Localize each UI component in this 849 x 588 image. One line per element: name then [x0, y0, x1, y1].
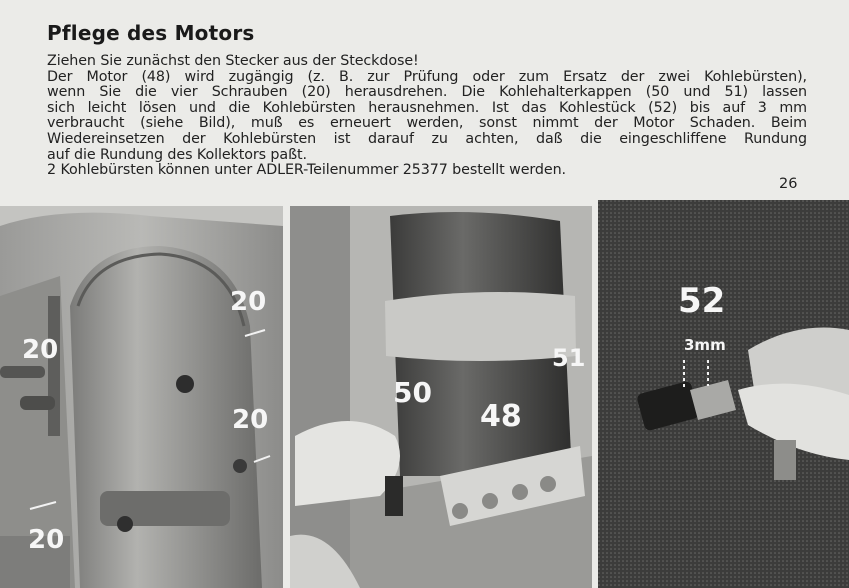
section-heading: Pflege des Motors	[47, 21, 255, 45]
figure-label: 50	[393, 376, 432, 409]
photo-motor-housing	[0, 206, 283, 588]
figure-label: 20	[230, 287, 267, 317]
figure-label: 48	[480, 399, 522, 434]
paragraph-line: Der Motor (48) wird zugängig (z. B. zur Prüfung oder zum Ersatz der zwei Kohlebürsten),	[47, 68, 807, 85]
figure-label: 20	[22, 335, 59, 365]
paragraph-line: 2 Kohlebürsten können unter ADLER-Teilenummer 25377 bestellt werden.	[47, 162, 566, 179]
instruction-text	[47, 54, 807, 179]
page-number: 26	[779, 176, 798, 192]
photo-motor-unit	[290, 206, 592, 588]
paragraph-line: wenn Sie die vier Schrauben (20) herausdrehen. Die Kohlehalterkappen (50 und 51) lassen	[47, 84, 807, 101]
measure-label: 3mm	[684, 336, 726, 354]
paragraph-line: Ziehen Sie zunächst den Stecker aus der Steckdose!	[47, 53, 419, 69]
paragraph-line: sich leicht lösen und die Kohlebürsten herausnehmen. Ist das Kohlestück (52) bis auf 3 mm	[47, 99, 807, 116]
paragraph-line: auf die Rundung des Kollektors paßt.	[47, 146, 307, 163]
photo-carbon-brush	[598, 200, 849, 588]
figure-label: 20	[232, 405, 269, 435]
figure-label: 51	[552, 344, 586, 372]
paragraph-line: verbraucht (siehe Bild), muß es erneuert werden, sonst nimmt der Motor Schaden. Beim	[47, 115, 807, 132]
paragraph-line: Wiedereinsetzen der Kohlebürsten ist darauf zu achten, daß die eingeschliffene Rundung	[47, 130, 807, 147]
figure-label: 52	[678, 281, 726, 321]
figure-label: 20	[28, 525, 65, 555]
